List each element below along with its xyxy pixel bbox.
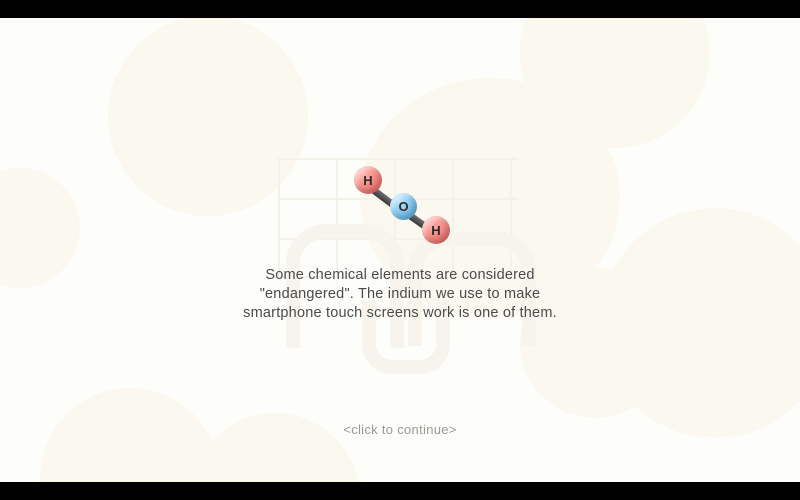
atom-hydrogen-2 bbox=[422, 216, 450, 244]
water-molecule bbox=[340, 148, 470, 238]
letterbox-bar-top bbox=[0, 0, 800, 18]
loading-fact-line: smartphone touch screens work is one of them. bbox=[243, 305, 557, 321]
loading-fact-line: "endangered". The indium we use to make bbox=[259, 286, 541, 302]
loading-screen bbox=[0, 18, 800, 482]
letterbox-bar-bottom bbox=[0, 482, 800, 500]
loading-fact-text bbox=[0, 266, 800, 323]
atom-oxygen bbox=[390, 193, 417, 220]
loading-fact-line: Some chemical elements are considered bbox=[265, 267, 535, 283]
atom-label: H bbox=[363, 172, 373, 188]
atom-label: O bbox=[398, 199, 409, 214]
atom-hydrogen-1 bbox=[354, 166, 382, 194]
atom-label: H bbox=[431, 222, 441, 238]
click-to-continue-prompt[interactable]: <click to continue> bbox=[343, 422, 457, 437]
